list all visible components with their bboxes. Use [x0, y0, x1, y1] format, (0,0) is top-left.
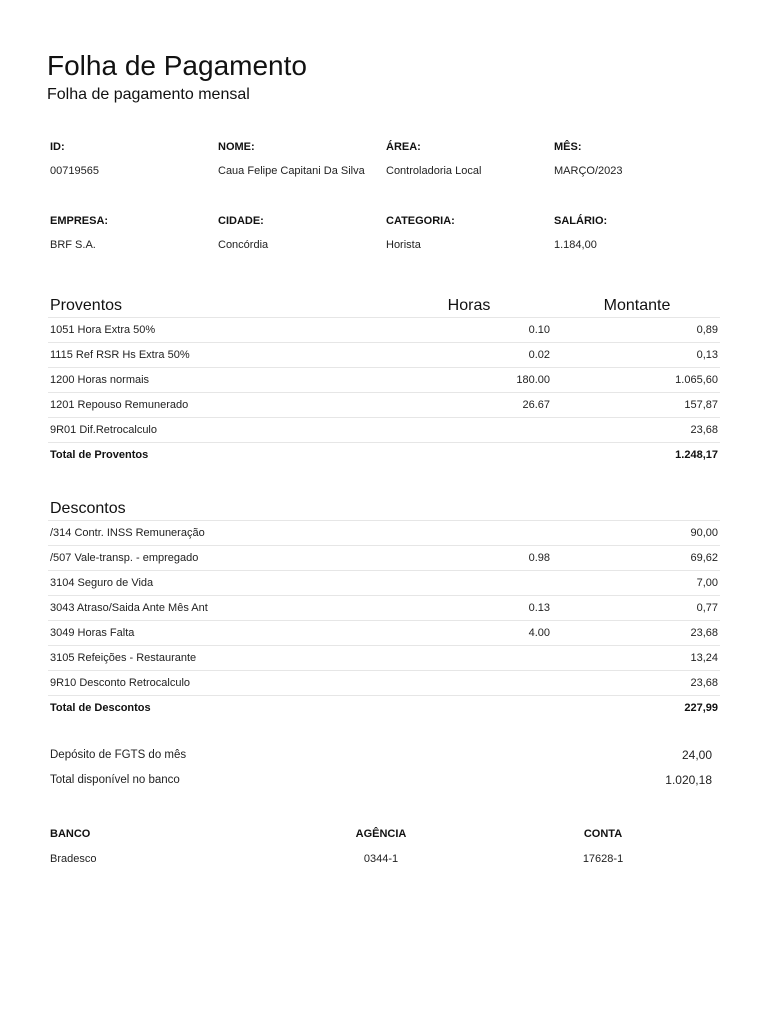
employee-info-row-2 — [50, 215, 722, 251]
item-amount: 7,00 — [552, 571, 720, 596]
earnings-heading: Proventos — [48, 287, 384, 318]
table-row — [48, 621, 720, 646]
earnings-total-label: Total de Proventos — [50, 449, 149, 461]
city-value: Concórdia — [218, 239, 269, 251]
item-description: 9R10 Desconto Retrocalculo — [48, 671, 384, 696]
area-value: Controladoria Local — [386, 165, 482, 177]
id-label: ID: — [50, 141, 65, 153]
item-amount: 157,87 — [552, 393, 720, 418]
earnings-table — [48, 287, 720, 467]
city-label: CIDADE: — [218, 215, 264, 227]
item-amount: 23,68 — [552, 671, 720, 696]
item-amount: 90,00 — [552, 521, 720, 546]
item-description: /314 Contr. INSS Remuneração — [48, 521, 384, 546]
fgts-row — [50, 742, 720, 767]
item-amount: 0,77 — [552, 596, 720, 621]
item-description: 9R01 Dif.Retrocalculo — [48, 418, 384, 443]
table-row — [48, 368, 720, 393]
table-row — [48, 393, 720, 418]
deductions-heading: Descontos — [48, 490, 384, 521]
item-hours: 0.98 — [384, 546, 552, 571]
deductions-table — [48, 490, 720, 720]
account-value: 17628-1 — [582, 853, 624, 865]
salary-value: 1.184,00 — [554, 239, 597, 251]
table-row — [48, 571, 720, 596]
item-hours — [384, 646, 552, 671]
page-title: Folha de Pagamento — [47, 50, 307, 81]
deductions-total-value: 227,99 — [684, 702, 718, 714]
deductions-total-label: Total de Descontos — [50, 702, 151, 714]
amount-column-header: Montante — [552, 287, 720, 318]
table-row — [48, 521, 720, 546]
category-value: Horista — [386, 239, 421, 251]
item-amount: 23,68 — [552, 418, 720, 443]
deductions-total-row — [48, 696, 720, 721]
table-row — [48, 343, 720, 368]
item-description: 3105 Refeições - Restaurante — [48, 646, 384, 671]
agency-column — [353, 828, 409, 865]
table-row — [48, 596, 720, 621]
bank-column — [50, 828, 96, 865]
id-value: 00719565 — [50, 165, 99, 177]
employee-info-row-1 — [50, 141, 722, 177]
company-label: EMPRESA: — [50, 215, 109, 227]
item-hours: 0.02 — [384, 343, 552, 368]
item-description: 1201 Repouso Remunerado — [48, 393, 384, 418]
item-amount: 13,24 — [552, 646, 720, 671]
table-row — [48, 418, 720, 443]
item-hours — [384, 418, 552, 443]
item-description: 1115 Ref RSR Hs Extra 50% — [48, 343, 384, 368]
bank-value: Bradesco — [50, 853, 97, 865]
item-amount: 0,13 — [552, 343, 720, 368]
item-hours — [384, 521, 552, 546]
bank-label: BANCO — [50, 828, 91, 840]
category-label: CATEGORIA: — [386, 215, 455, 227]
month-value: MARÇO/2023 — [554, 165, 623, 177]
earnings-total-row — [48, 443, 720, 468]
item-hours: 4.00 — [384, 621, 552, 646]
item-amount: 0,89 — [552, 318, 720, 343]
item-description: 1051 Hora Extra 50% — [48, 318, 384, 343]
item-hours — [384, 571, 552, 596]
available-value: 1.020,18 — [665, 772, 712, 787]
item-description: 3104 Seguro de Vida — [48, 571, 384, 596]
item-hours: 0.10 — [384, 318, 552, 343]
agency-value: 0344-1 — [363, 853, 399, 865]
fgts-label: Depósito de FGTS do mês — [50, 748, 187, 761]
available-label: Total disponível no banco — [50, 773, 180, 786]
item-description: 1200 Horas normais — [48, 368, 384, 393]
table-row — [48, 318, 720, 343]
area-label: ÁREA: — [386, 141, 421, 153]
item-amount: 69,62 — [552, 546, 720, 571]
available-row — [50, 767, 720, 792]
table-row — [48, 671, 720, 696]
earnings-total-value: 1.248,17 — [675, 449, 718, 461]
table-row — [48, 646, 720, 671]
item-description: /507 Vale-transp. - empregado — [48, 546, 384, 571]
name-label: NOME: — [218, 141, 255, 153]
hours-column-header: Horas — [384, 287, 552, 318]
agency-label: AGÊNCIA — [355, 828, 407, 840]
table-row — [48, 546, 720, 571]
company-value: BRF S.A. — [50, 239, 96, 251]
item-hours: 0.13 — [384, 596, 552, 621]
item-hours: 180.00 — [384, 368, 552, 393]
fgts-value: 24,00 — [681, 747, 712, 762]
item-description: 3043 Atraso/Saida Ante Mês Ant — [48, 596, 384, 621]
account-label: CONTA — [583, 828, 623, 840]
name-value: Caua Felipe Capitani Da Silva — [218, 165, 365, 177]
item-description: 3049 Horas Falta — [48, 621, 384, 646]
item-hours: 26.67 — [384, 393, 552, 418]
salary-label: SALÁRIO: — [554, 215, 608, 227]
month-label: MÊS: — [554, 141, 582, 153]
item-hours — [384, 671, 552, 696]
account-column — [581, 828, 625, 865]
page-subtitle: Folha de pagamento mensal — [47, 86, 250, 103]
item-amount: 1.065,60 — [552, 368, 720, 393]
payment-summary — [50, 742, 720, 792]
item-amount: 23,68 — [552, 621, 720, 646]
